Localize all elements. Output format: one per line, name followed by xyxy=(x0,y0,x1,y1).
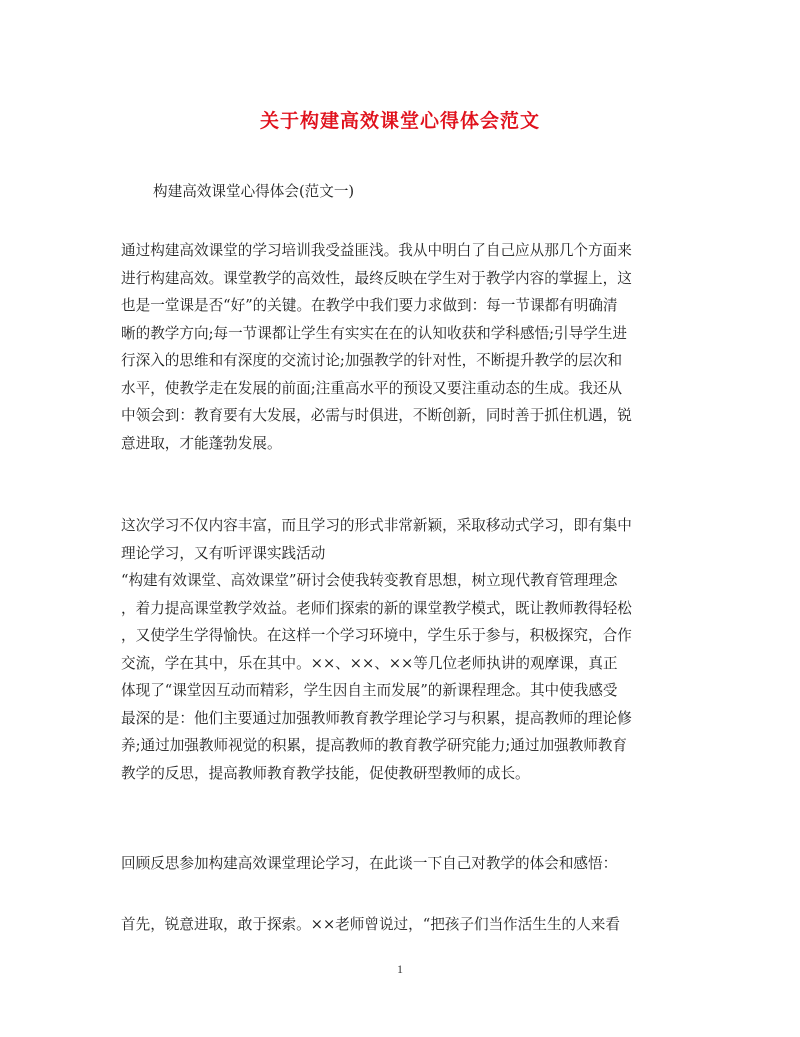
paragraph-line: 行深入的思维和有深度的交流讨论;加强教学的针对性，不断提升教学的层次和 xyxy=(121,352,623,369)
paragraph-line: 水平，使教学走在发展的前面;注重高水平的预设又要注重动态的生成。我还从 xyxy=(121,379,623,397)
paragraph-4: 首先，锐意进取，敢于探索。××老师曾说过，“把孩子们当作活生生的人来看 xyxy=(121,916,620,933)
paragraph-line: 中领会到：教育要有大发展，必需与时俱进，不断创新，同时善于抓住机遇，锐 xyxy=(121,407,632,424)
paragraph-1 xyxy=(121,237,681,457)
paragraph-line: 交流，学在其中，乐在其中。××、××、××等几位老师执讲的观摩课，真正 xyxy=(121,654,618,672)
paragraph-line: 最深的是：他们主要通过加强教师教育教学理论学习与积累，提高教师的理论修 xyxy=(121,709,632,727)
paragraph-line: “构建有效课堂、高效课堂”研讨会使我转变教育思想，树立现代教育管理理念 xyxy=(121,572,618,589)
paragraph-line: 这次学习不仅内容丰富，而且学习的形式非常新颖，采取移动式学习，即有集中 xyxy=(121,517,632,534)
paragraph-line: 也是一堂课是否“好”的关键。在教学中我们要力求做到：每一节课都有明确清 xyxy=(121,297,618,314)
paragraph-line: 通过构建高效课堂的学习培训我受益匪浅。我从中明白了自己应从那几个方面来 xyxy=(121,242,632,259)
paragraph-line: 教学的反思，提高教师教育教学技能，促使教研型教师的成长。 xyxy=(121,764,530,782)
document-title: 关于构建高效课堂心得体会范文 xyxy=(259,110,540,132)
paragraph-3: 回顾反思参加构建高效课堂理论学习，在此谈一下自己对教学的体会和感悟： xyxy=(121,855,618,872)
paragraph-line: ，着力提高课堂教学效益。老师们探索的新的课堂教学模式，既让教师教得轻松 xyxy=(121,599,632,617)
paragraph-line: 进行构建高效。课堂教学的高效性，最终反映在学生对于教学内容的掌握上，这 xyxy=(121,269,632,287)
paragraph-line: ，又使学生学得愉快。在这样一个学习环境中，学生乐于参与，积极探究，合作 xyxy=(121,627,632,644)
document-subtitle: 构建高效课堂心得体会(范文一) xyxy=(153,183,355,200)
page-number: 1 xyxy=(397,962,403,976)
paragraph-line: 养;通过加强教师视觉的积累，提高教师的教育教学研究能力;通过加强教师教育 xyxy=(121,737,628,754)
paragraph-line: 理论学习，又有听评课实践活动 xyxy=(121,544,326,562)
paragraph-line: 意进取，才能蓬勃发展。 xyxy=(121,434,282,452)
paragraph-line: 晰的教学方向;每一节课都让学生有实实在在的认知收获和学科感悟;引导学生进 xyxy=(121,324,628,342)
paragraph-line: 体现了“课堂因互动而精彩，学生因自主而发展”的新课程理念。其中使我感受 xyxy=(121,682,618,699)
paragraph-2 xyxy=(121,512,681,787)
